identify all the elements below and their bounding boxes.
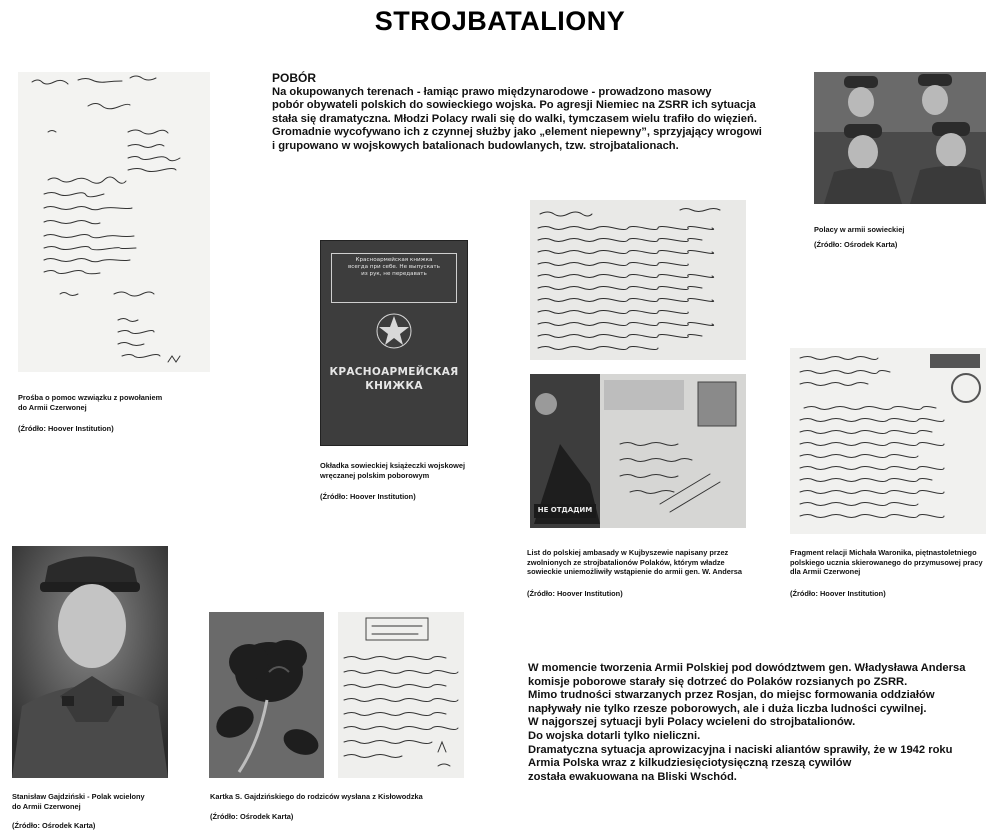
gajdzinski-portrait-photo	[12, 546, 168, 778]
intro-line: i grupowano w wojskowych batalionach budowlanych, tzw. strojbatalionach.	[272, 139, 679, 152]
caption-source: (Źródło: Ośrodek Karta)	[814, 239, 898, 249]
body-line: napływały nie tylko rzesze poborowych, ale i duża liczba ludności cywilnej.	[528, 702, 927, 715]
polish-soldiers-photo	[814, 72, 986, 204]
caption-gajdzinski-portrait	[12, 792, 192, 831]
booklet-title-line: КРАСНОАРМЕЙСКАЯ	[329, 366, 459, 378]
caption-source: (Źródło: Ośrodek Karta)	[12, 821, 96, 831]
postcard-handwritten-image	[338, 612, 464, 778]
caption-embassy-letter	[527, 548, 767, 598]
intro-line: pobór obywateli polskich do sowieckiego wojska. Po agresji Niemiec na ZSRR ich sytuacja	[272, 99, 756, 112]
body-line: Do wojska dotarli tylko nieliczni.	[528, 729, 701, 742]
caption-source: (Źródło: Hoover Institution)	[320, 492, 416, 502]
intro-heading: POBÓR	[272, 71, 317, 85]
intro-line: Na okupowanych terenach - łamiąc prawo międzynarodowe - prowadzono masowy	[272, 85, 712, 98]
caption-source: (Źródło: Ośrodek Karta)	[210, 811, 294, 821]
caption-line: do Armii Czerwonej	[18, 402, 87, 412]
caption-line: Prośba o pomoc wzwiązku z powołaniem	[18, 393, 163, 402]
caption-request-letter	[18, 393, 218, 434]
caption-line: do Armii Czerwonej	[12, 801, 81, 811]
caption-line: List do polskiej ambasady w Kujbyszewie napisany przez	[527, 548, 729, 557]
caption-source: (Źródło: Hoover Institution)	[527, 588, 623, 598]
star-emblem-icon	[376, 313, 412, 349]
body-line: została ewakuowana na Bliski Wschód.	[528, 770, 737, 783]
booklet-top-line: Красноармейская книжка	[355, 257, 433, 263]
propaganda-envelope-image	[530, 374, 746, 528]
request-letter-image	[18, 72, 210, 372]
booklet-title-line: КНИЖКА	[365, 380, 423, 392]
caption-source: (Źródło: Hoover Institution)	[18, 424, 114, 434]
envelope-banner: НЕ ОТДАДИМ	[537, 506, 593, 514]
caption-line: Okładka sowieckiej książeczki wojskowej	[320, 461, 466, 470]
intro-line: stała się dramatyczna. Młodzi Polacy rwali się do walki, tymczasem wielu trafiło do więzień.	[272, 112, 757, 125]
body-line: Dramatyczna sytuacja aprowizacyjna i naciski aliantów sprawiły, że w 1942 roku	[528, 743, 953, 756]
caption-source: (Źródło: Hoover Institution)	[790, 588, 886, 598]
caption-line: Stanisław Gajdziński - Polak wcielony	[12, 792, 145, 801]
caption-line: wręczanej polskim poborowym	[320, 470, 430, 480]
page-title: STROJBATALIONY	[374, 6, 626, 36]
booklet-title	[321, 365, 467, 393]
caption-line: Fragment relacji Michała Waronika, piętnastoletniego	[790, 548, 977, 557]
red-army-booklet-image	[320, 240, 468, 446]
booklet-top-line: всегда при себе. Не выпускать	[348, 264, 440, 270]
body-line: W momencie tworzenia Armii Polskiej pod dowództwem gen. Władysława Andersa	[528, 662, 966, 674]
caption-line: zwolnionych ze strojbatalionów Polaków, którym władze	[527, 557, 725, 567]
caption-line: Polacy w armii sowieckiej	[814, 225, 905, 234]
intro-section	[272, 72, 797, 154]
body-line: W najgorszej sytuacji byli Polacy wcieleni do strojbatalionów.	[528, 716, 856, 729]
waronik-account-image	[790, 348, 986, 534]
caption-gajdzinski-card	[210, 792, 480, 821]
caption-line: dla Armii Czerwonej	[790, 567, 861, 577]
caption-booklet	[320, 461, 510, 502]
embassy-letter-image	[530, 200, 746, 360]
caption-waronik-account	[790, 548, 1000, 598]
anders-army-section	[528, 662, 968, 784]
intro-line: Gromadnie wycofywano ich z czynnej służby jako „element niepewny”, sprzyjający wrogowi	[272, 126, 762, 139]
body-line: komisje poborowe starały się dotrzeć do Polaków rozsianych po ZSRR.	[528, 675, 908, 688]
caption-line: polskiego ucznia skierowanego do przymusowej pracy	[790, 557, 983, 567]
postcard-rose-image	[209, 612, 324, 778]
booklet-top-box	[331, 253, 457, 303]
booklet-top-line: из рук, не передавать	[361, 271, 427, 277]
caption-line: Kartka S. Gajdzińskiego do rodziców wysłana z Kisłowodzka	[210, 792, 423, 801]
caption-polish-soldiers	[814, 225, 994, 249]
body-line: Armia Polska wraz z kilkudziesięciotysięczną rzeszą cywilów	[528, 757, 852, 770]
caption-line: sowieckie uniemożliwiły wstąpienie do armii gen. W. Andersa	[527, 567, 742, 577]
body-line: Mimo trudności stwarzanych przez Rosjan, do miejsc formowania oddziałów	[528, 689, 935, 702]
